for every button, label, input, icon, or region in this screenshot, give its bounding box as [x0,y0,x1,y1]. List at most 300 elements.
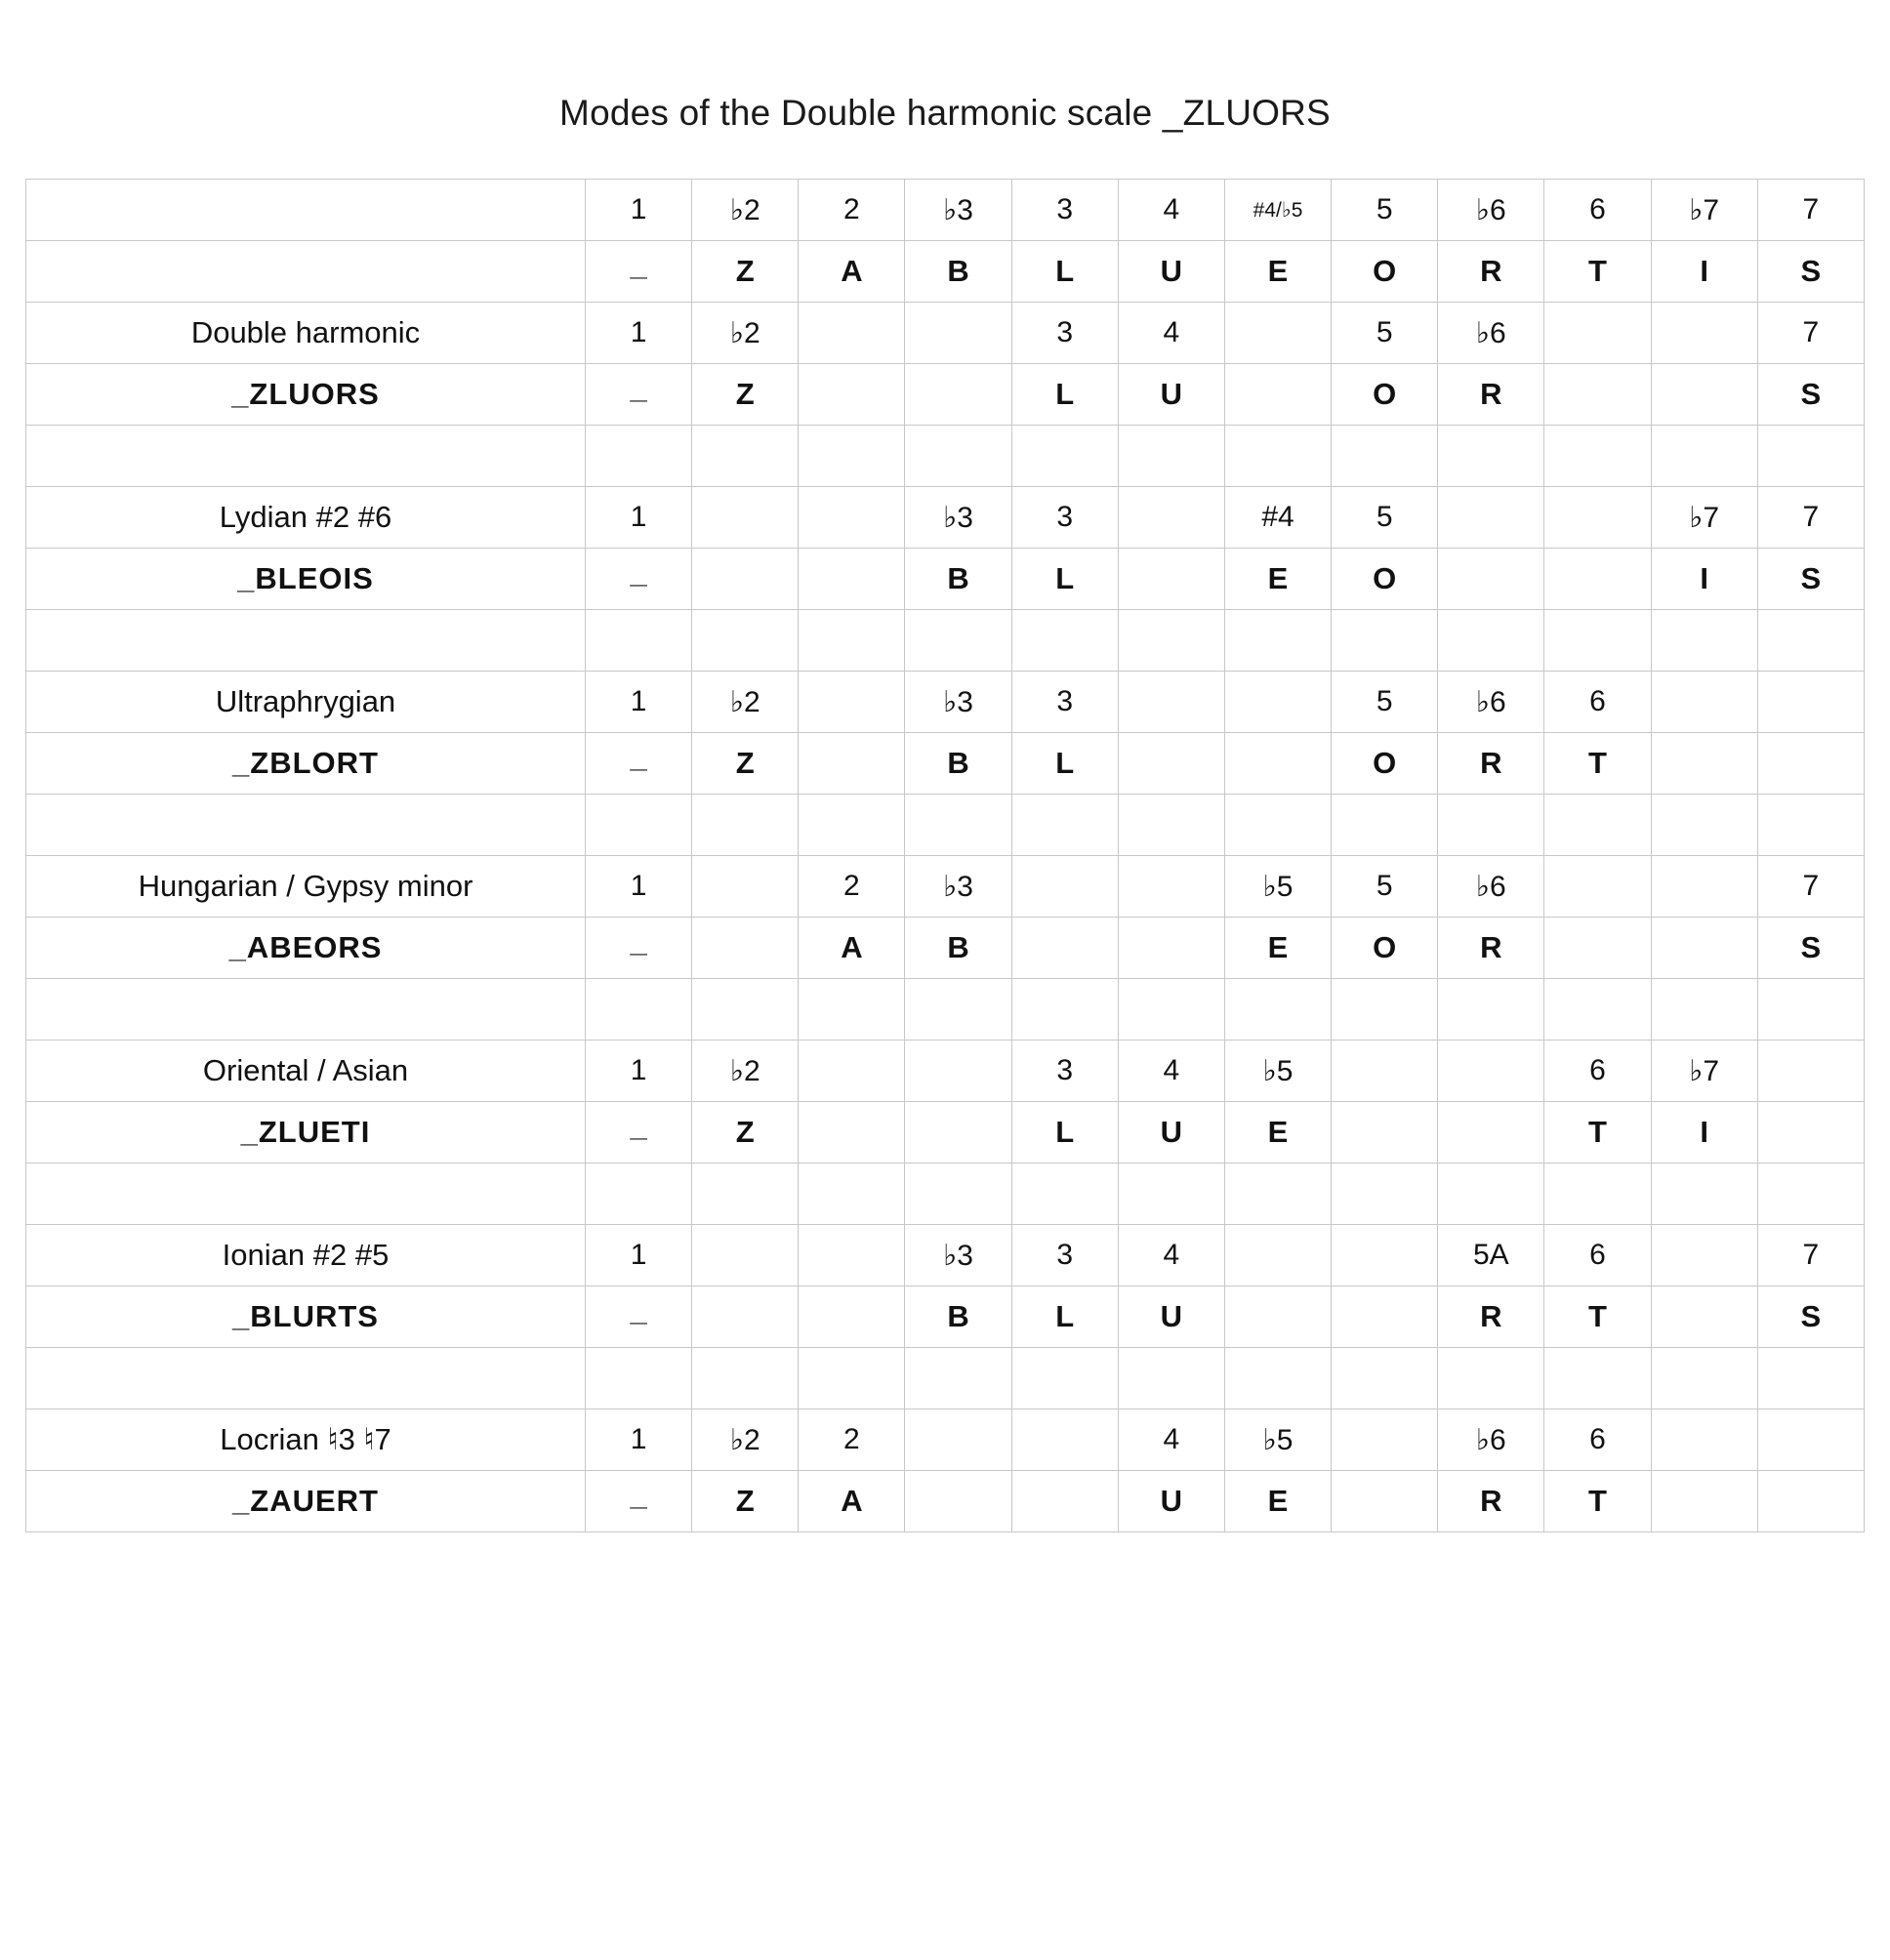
degree-cell: ♭6 [1438,1409,1544,1471]
empty-cell [905,1164,1011,1225]
code-letter-cell: I [1651,1102,1757,1164]
empty-cell [799,979,905,1041]
code-letter-cell [1118,918,1224,979]
table-row-code [26,733,1865,795]
empty-cell [1757,795,1864,856]
degree-cell [1332,1041,1438,1102]
table-spacer-row [26,1164,1865,1225]
empty-cell [1544,610,1651,672]
degree-cell [905,1409,1011,1471]
code-letter-cell: S [1757,549,1864,610]
scale-table-wrapper [0,179,1890,1532]
code-letter-cell: R [1438,364,1544,426]
degree-cell [1118,856,1224,918]
code-letter-cell: E [1224,549,1331,610]
degree-cell: 5 [1332,303,1438,364]
degree-cell: ♭2 [692,303,799,364]
degree-cell: ♭2 [692,1409,799,1471]
degree-cell: 4 [1118,1225,1224,1286]
code-letter-cell: Z [692,1471,799,1532]
degree-cell: ♭2 [692,1041,799,1102]
empty-cell [1011,795,1118,856]
code-letter-cell: L [1011,733,1118,795]
code-letter-cell [905,1102,1011,1164]
code-letter-cell: L [1011,549,1118,610]
code-letter-cell [799,1286,905,1348]
code-letter-cell: R [1438,733,1544,795]
code-letter-cell: T [1544,1286,1651,1348]
code-letter-cell: A [799,918,905,979]
degree-cell [905,303,1011,364]
empty-cell [1118,1164,1224,1225]
table-spacer-row [26,1348,1865,1409]
degree-cell: ♭3 [905,856,1011,918]
letter-header-cell-6: U [1118,241,1224,303]
degree-cell: ♭7 [1651,1041,1757,1102]
empty-cell [1651,1164,1757,1225]
degree-cell: 7 [1757,1225,1864,1286]
empty-cell [692,795,799,856]
code-letter-cell: U [1118,1471,1224,1532]
code-letter-cell [586,733,692,795]
code-letter-cell [1651,733,1757,795]
empty-cell [692,1164,799,1225]
degree-header-cell-10: 6 [1544,180,1651,241]
degree-cell [1118,487,1224,549]
code-letter-cell [1438,549,1544,610]
empty-cell [1651,610,1757,672]
degree-cell [1651,856,1757,918]
underscore-glyph: _ [630,1293,647,1327]
degree-cell: 7 [1757,487,1864,549]
table-row-code [26,1286,1865,1348]
degree-cell [799,1041,905,1102]
code-letter-cell [1757,1471,1864,1532]
empty-cell [586,426,692,487]
letter-header-cell-0 [26,241,586,303]
code-letter-cell [692,1286,799,1348]
code-letter-cell: U [1118,1286,1224,1348]
letter-header-row [26,241,1865,303]
degree-cell: 3 [1011,1225,1118,1286]
empty-cell [905,610,1011,672]
empty-cell [1332,795,1438,856]
empty-cell [1011,426,1118,487]
letter-header-cell-1 [586,241,692,303]
degree-cell: ♭7 [1651,487,1757,549]
empty-cell [1118,795,1224,856]
empty-cell [905,795,1011,856]
empty-cell [905,979,1011,1041]
mode-name-label: Hungarian / Gypsy minor [26,856,586,918]
underscore-glyph: _ [630,1478,647,1512]
degree-cell [692,1225,799,1286]
degree-cell [1011,1409,1118,1471]
mode-code-label: _ZLUETI [26,1102,586,1164]
degree-cell: 3 [1011,1041,1118,1102]
code-letter-cell: E [1224,1102,1331,1164]
empty-cell [586,1348,692,1409]
mode-name-label [26,610,586,672]
empty-cell [1011,979,1118,1041]
underscore-glyph: _ [630,371,647,405]
empty-cell [1438,1348,1544,1409]
empty-cell [1011,610,1118,672]
modes-table-body [26,180,1865,1532]
empty-cell [1651,795,1757,856]
table-spacer-row [26,795,1865,856]
code-letter-cell: T [1544,1102,1651,1164]
degree-cell: 1 [586,1409,692,1471]
code-letter-cell: O [1332,549,1438,610]
code-letter-cell [799,364,905,426]
letter-header-cell-2: Z [692,241,799,303]
degree-header-cell-2: ♭2 [692,180,799,241]
code-letter-cell: R [1438,1286,1544,1348]
empty-cell [692,426,799,487]
code-letter-cell [586,364,692,426]
underscore-glyph: _ [630,248,647,282]
code-letter-cell: B [905,549,1011,610]
empty-cell [586,795,692,856]
degree-header-cell-3: 2 [799,180,905,241]
mode-code-label: _BLEOIS [26,549,586,610]
code-letter-cell [1224,1286,1331,1348]
table-row-code [26,918,1865,979]
code-letter-cell: S [1757,1286,1864,1348]
letter-header-cell-11: I [1651,241,1757,303]
empty-cell [905,1348,1011,1409]
code-letter-cell: E [1224,918,1331,979]
empty-cell [1544,426,1651,487]
empty-cell [1438,979,1544,1041]
mode-name-label [26,1164,586,1225]
letter-header-cell-12: S [1757,241,1864,303]
mode-code-label: _ABEORS [26,918,586,979]
empty-cell [1438,795,1544,856]
degree-header-cell-1: 1 [586,180,692,241]
empty-cell [1224,1348,1331,1409]
letter-header-cell-10: T [1544,241,1651,303]
empty-cell [1438,426,1544,487]
table-row-mode [26,487,1865,549]
modes-table [25,179,1865,1532]
degree-cell: 5 [1332,856,1438,918]
degree-cell: ♭6 [1438,856,1544,918]
code-letter-cell [799,733,905,795]
empty-cell [1224,795,1331,856]
table-row-code [26,549,1865,610]
degree-header-cell-4: ♭3 [905,180,1011,241]
empty-cell [692,610,799,672]
degree-cell: ♭2 [692,672,799,733]
code-letter-cell [799,549,905,610]
underscore-glyph: _ [630,740,647,774]
degree-header-cell-5: 3 [1011,180,1118,241]
degree-cell: 3 [1011,672,1118,733]
code-letter-cell: R [1438,1471,1544,1532]
empty-cell [1118,979,1224,1041]
table-row-code [26,1102,1865,1164]
table-row-mode [26,672,1865,733]
degree-cell: 6 [1544,1225,1651,1286]
table-spacer-row [26,610,1865,672]
mode-name-label [26,795,586,856]
code-letter-cell [1544,918,1651,979]
degree-header-row [26,180,1865,241]
underscore-glyph: _ [630,1109,647,1143]
degree-header-cell-11: ♭7 [1651,180,1757,241]
empty-cell [1438,610,1544,672]
degree-cell [1651,303,1757,364]
letter-header-cell-5: L [1011,241,1118,303]
table-row-mode [26,1041,1865,1102]
degree-cell [1332,1225,1438,1286]
empty-cell [1757,610,1864,672]
code-letter-cell [905,1471,1011,1532]
degree-cell [1544,856,1651,918]
code-letter-cell: A [799,1471,905,1532]
degree-cell: 1 [586,1041,692,1102]
code-letter-cell: E [1224,1471,1331,1532]
code-letter-cell: O [1332,733,1438,795]
empty-cell [905,426,1011,487]
letter-header-cell-7: E [1224,241,1331,303]
code-letter-cell: T [1544,1471,1651,1532]
code-letter-cell [1332,1471,1438,1532]
code-letter-cell [586,1471,692,1532]
empty-cell [586,1164,692,1225]
code-letter-cell [1118,733,1224,795]
degree-header-cell-7: #4/♭5 [1224,180,1331,241]
letter-header-cell-4: B [905,241,1011,303]
empty-cell [1544,1348,1651,1409]
mode-name-label: Lydian #2 #6 [26,487,586,549]
empty-cell [1651,426,1757,487]
code-letter-cell: L [1011,1286,1118,1348]
empty-cell [1438,1164,1544,1225]
code-letter-cell [1332,1102,1438,1164]
empty-cell [692,979,799,1041]
mode-code-label: _ZLUORS [26,364,586,426]
code-letter-cell [1544,549,1651,610]
empty-cell [1332,979,1438,1041]
degree-cell: 5 [1332,672,1438,733]
empty-cell [1332,1348,1438,1409]
degree-header-cell-12: 7 [1757,180,1864,241]
degree-cell: 2 [799,856,905,918]
code-letter-cell: B [905,918,1011,979]
code-letter-cell: O [1332,918,1438,979]
mode-name-label [26,979,586,1041]
degree-cell: 1 [586,487,692,549]
letter-header-cell-3: A [799,241,905,303]
degree-cell: ♭3 [905,672,1011,733]
degree-cell [1757,1041,1864,1102]
degree-cell: ♭3 [905,487,1011,549]
empty-cell [1224,1164,1331,1225]
degree-cell: 6 [1544,1409,1651,1471]
empty-cell [586,979,692,1041]
code-letter-cell [1757,733,1864,795]
underscore-glyph: _ [630,924,647,959]
code-letter-cell: L [1011,1102,1118,1164]
empty-cell [1118,426,1224,487]
degree-cell: 7 [1757,303,1864,364]
degree-cell [1757,1409,1864,1471]
degree-cell: 7 [1757,856,1864,918]
degree-cell: 1 [586,672,692,733]
underscore-glyph: _ [630,555,647,590]
degree-cell [1651,672,1757,733]
empty-cell [1757,1348,1864,1409]
letter-header-cell-8: O [1332,241,1438,303]
code-letter-cell [1757,1102,1864,1164]
empty-cell [1332,426,1438,487]
empty-cell [1011,1348,1118,1409]
code-letter-cell: U [1118,1102,1224,1164]
degree-cell [799,303,905,364]
degree-cell [905,1041,1011,1102]
degree-cell: #4 [1224,487,1331,549]
degree-cell [799,1225,905,1286]
degree-cell [1118,672,1224,733]
degree-cell [1224,672,1331,733]
table-row-mode [26,856,1865,918]
code-letter-cell [1651,1471,1757,1532]
degree-cell [1011,856,1118,918]
degree-cell [1651,1225,1757,1286]
code-letter-cell [1544,364,1651,426]
degree-cell: 1 [586,303,692,364]
code-letter-cell: S [1757,364,1864,426]
empty-cell [1651,979,1757,1041]
code-letter-cell: Z [692,364,799,426]
table-row-code [26,1471,1865,1532]
degree-cell: 1 [586,1225,692,1286]
table-row-mode [26,303,1865,364]
degree-cell [1224,303,1331,364]
degree-header-cell-9: ♭6 [1438,180,1544,241]
degree-cell: 2 [799,1409,905,1471]
empty-cell [586,610,692,672]
degree-cell: ♭5 [1224,1409,1331,1471]
code-letter-cell: O [1332,364,1438,426]
degree-cell [1544,303,1651,364]
empty-cell [1224,426,1331,487]
empty-cell [799,1164,905,1225]
empty-cell [692,1348,799,1409]
degree-cell [1224,1225,1331,1286]
empty-cell [799,610,905,672]
empty-cell [1757,426,1864,487]
degree-cell: ♭5 [1224,856,1331,918]
mode-code-label: _ZBLORT [26,733,586,795]
empty-cell [1757,979,1864,1041]
degree-cell [1438,1041,1544,1102]
mode-name-label: Oriental / Asian [26,1041,586,1102]
page-title: Modes of the Double harmonic scale _ZLUORS [559,93,1331,133]
code-letter-cell [1224,364,1331,426]
code-letter-cell [586,549,692,610]
mode-name-label: Ionian #2 #5 [26,1225,586,1286]
code-letter-cell: Z [692,1102,799,1164]
empty-cell [1544,795,1651,856]
code-letter-cell: B [905,733,1011,795]
empty-cell [1011,1164,1118,1225]
degree-cell [1544,487,1651,549]
code-letter-cell: T [1544,733,1651,795]
empty-cell [799,1348,905,1409]
code-letter-cell: L [1011,364,1118,426]
degree-cell [1757,672,1864,733]
code-letter-cell [1651,1286,1757,1348]
code-letter-cell: U [1118,364,1224,426]
code-letter-cell [1118,549,1224,610]
mode-code-label: _ZAUERT [26,1471,586,1532]
empty-cell [1544,1164,1651,1225]
empty-cell [799,426,905,487]
code-letter-cell [1011,918,1118,979]
degree-cell: ♭3 [905,1225,1011,1286]
degree-cell [1332,1409,1438,1471]
empty-cell [799,795,905,856]
code-letter-cell: S [1757,918,1864,979]
code-letter-cell [586,1102,692,1164]
degree-cell [692,856,799,918]
degree-cell: 6 [1544,1041,1651,1102]
degree-cell [1651,1409,1757,1471]
mode-code-label: _BLURTS [26,1286,586,1348]
code-letter-cell [1224,733,1331,795]
degree-cell: 4 [1118,303,1224,364]
code-letter-cell: I [1651,549,1757,610]
mode-name-label [26,1348,586,1409]
code-letter-cell [1651,918,1757,979]
degree-header-cell-6: 4 [1118,180,1224,241]
degree-cell [1438,487,1544,549]
code-letter-cell [1438,1102,1544,1164]
degree-header-cell-0 [26,180,586,241]
code-letter-cell [1651,364,1757,426]
degree-cell: 6 [1544,672,1651,733]
empty-cell [1224,610,1331,672]
degree-cell: 4 [1118,1409,1224,1471]
table-row-code [26,364,1865,426]
degree-cell: 5 [1332,487,1438,549]
empty-cell [1332,610,1438,672]
code-letter-cell [692,549,799,610]
mode-name-label [26,426,586,487]
code-letter-cell: Z [692,733,799,795]
letter-header-cell-9: R [1438,241,1544,303]
code-letter-cell [586,1286,692,1348]
empty-cell [1118,1348,1224,1409]
table-spacer-row [26,426,1865,487]
code-letter-cell [586,918,692,979]
code-letter-cell: B [905,1286,1011,1348]
degree-cell: 1 [586,856,692,918]
table-row-mode [26,1225,1865,1286]
code-letter-cell [692,918,799,979]
mode-name-label: Ultraphrygian [26,672,586,733]
degree-cell: 4 [1118,1041,1224,1102]
degree-cell: ♭6 [1438,303,1544,364]
mode-name-label: Locrian ♮3 ♮7 [26,1409,586,1471]
empty-cell [1757,1164,1864,1225]
mode-name-label: Double harmonic [26,303,586,364]
degree-cell: ♭6 [1438,672,1544,733]
